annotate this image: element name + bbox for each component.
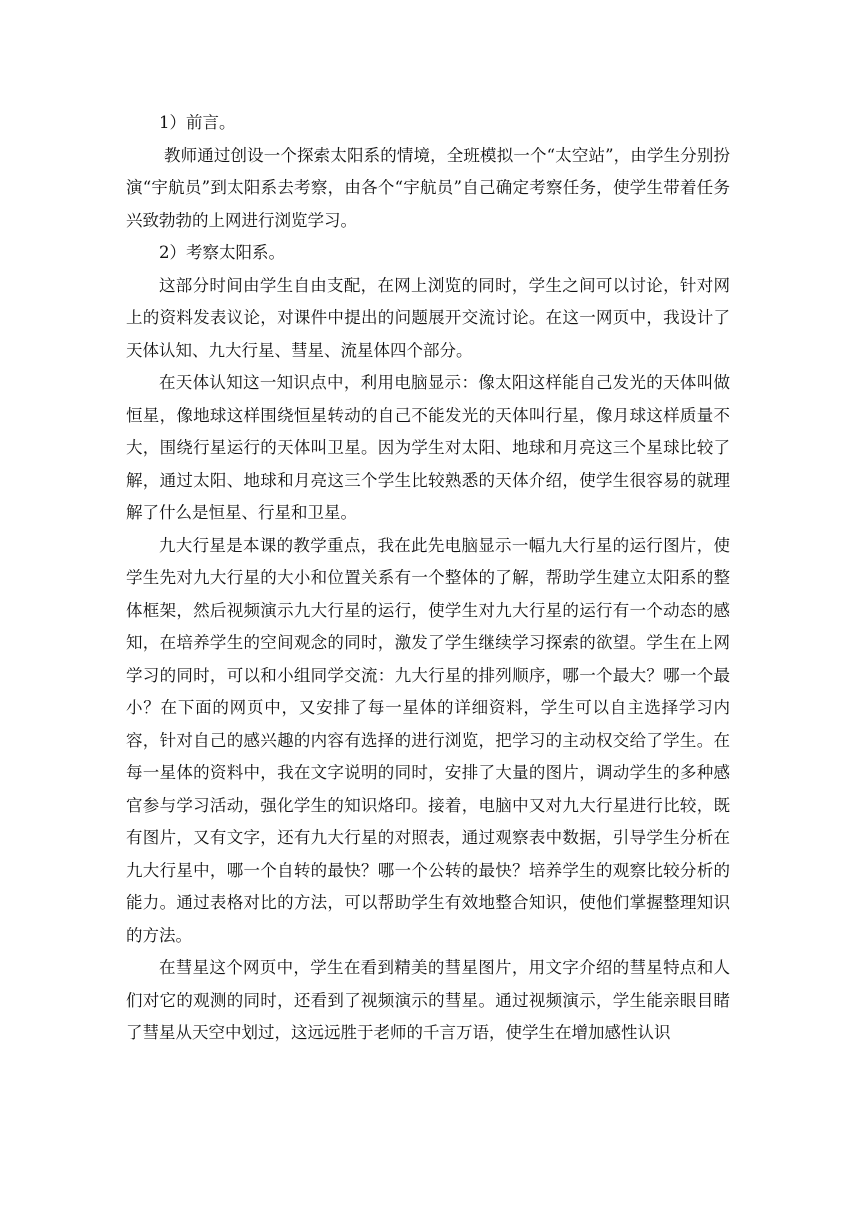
paragraph-preface-body: 教师通过创设一个探索太阳系的情境，全班模拟一个“太空站”，由学生分别扮演“宇航员”到太阳系去考察，由各个“宇航员”自己确定考察任务，使学生带着任务兴致勃勃的上网进行浏览学习。	[126, 145, 730, 230]
section-heading-preface: 1）前言。	[159, 113, 236, 132]
paragraph-celestial-bodies: 在天体认知这一知识点中，利用电脑显示：像太阳这样能自己发光的天体叫做恒星，像地球这样围绕恒星转动的自己不能发光的天体叫行星，像月球这样质量不大，围绕行星运行的天体叫卫星。因为学生对太阳、地球和月亮这三个星球比较了解，通过太阳、地球和月亮这三个学生比较熟悉的天体介绍，使学生很容易的就理解了什么是恒星、行星和卫星。	[126, 373, 730, 522]
paragraph-free-browsing: 这部分时间由学生自由支配，在网上浏览的同时，学生之间可以讨论，针对网上的资料发表议论，对课件中提出的问题展开交流讨论。在这一网页中，我设计了天体认知、九大行星、彗星、流星体四个部分。	[126, 275, 730, 360]
section-heading-explore-solar-system: 2）考察太阳系。	[159, 243, 285, 262]
document-body	[126, 107, 730, 1050]
paragraph-comets: 在彗星这个网页中，学生在看到精美的彗星图片，用文字介绍的彗星特点和人们对它的观测的同时，还看到了视频演示的彗星。通过视频演示，学生能亲眼目睹了彗星从天空中划过，这远远胜于老师的千言万语，使学生在增加感性认识	[126, 958, 730, 1042]
paragraph-nine-planets: 九大行星是本课的教学重点，我在此先电脑显示一幅九大行星的运行图片，使学生先对九大行星的大小和位置关系有一个整体的了解，帮助学生建立太阳系的整体框架，然后视频演示九大行星的运行，使学生对九大行星的运行有一个动态的感知，在培养学生的空间观念的同时，激发了学生继续学习探索的欲望。学生在上网学习的同时，可以和小组同学交流：九大行星的排列顺序，哪一个最大？哪一个最小？在下面的网页中，又安排了每一星体的详细资料，学生可以自主选择学习内容，针对自己的感兴趣的内容有选择的进行浏览，把学习的主动权交给了学生。在每一星体的资料中，我在文字说明的同时，安排了大量的图片，调动学生的多种感官参与学习活动，强化学生的知识烙印。接着，电脑中又对九大行星进行比较，既有图片，又有文字，还有九大行星的对照表，通过观察表中数据，引导学生分析在九大行星中，哪一个自转的最快？哪一个公转的最快？培养学生的观察比较分析的能力。通过表格对比的方法，可以帮助学生有效地整合知识，使他们掌握整理知识的方法。	[126, 535, 730, 945]
